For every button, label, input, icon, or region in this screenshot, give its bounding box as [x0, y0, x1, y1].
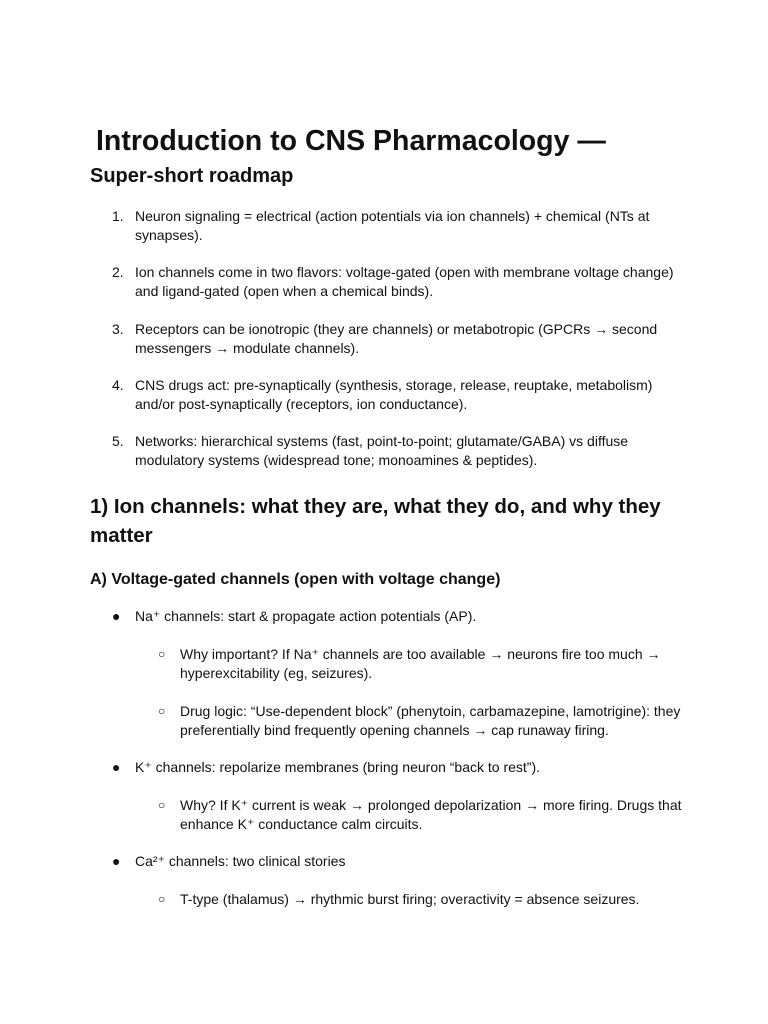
list-number: 2.	[112, 264, 124, 280]
sub-bullet-marker: ○	[158, 704, 166, 718]
bullet-marker: ●	[112, 759, 121, 775]
subsection-heading: A) Voltage-gated channels (open with voltage change)	[90, 571, 501, 588]
sub-bullet-text: Why? If K⁺ current is weak → prolonged depolarization → more firing. Drugs that enhance K⁺ conductance calm circuits.	[180, 797, 682, 832]
roadmap-text: CNS drugs act: pre-synaptically (synthesis, storage, release, reuptake, metabolism) and/or post-synaptically (receptors, ion conductance).	[135, 377, 653, 412]
sub-bullet-marker: ○	[158, 798, 166, 812]
sub-bullet-text: T-type (thalamus) → rhythmic burst firing; overactivity = absence seizures.	[180, 891, 640, 907]
roadmap-text: Ion channels come in two flavors: voltage-gated (open with membrane voltage change) and ligand-gated (open when a chemical binds).	[135, 264, 674, 299]
bullet-text: Ca²⁺ channels: two clinical stories	[135, 853, 346, 869]
sub-bullet-marker: ○	[158, 892, 166, 906]
bullet-text: K⁺ channels: repolarize membranes (bring neuron “back to rest”).	[135, 759, 541, 775]
sub-bullet-marker: ○	[158, 647, 166, 661]
sub-bullet-text: Why important? If Na⁺ channels are too available → neurons fire too much → hyperexcitability (eg, seizures).	[180, 646, 661, 681]
bullet-marker: ●	[112, 853, 121, 869]
sub-bullet-text: Drug logic: “Use-dependent block” (phenytoin, carbamazepine, lamotrigine): they preferentially bind frequently opening channels → cap runaway firing.	[180, 703, 681, 738]
list-number: 1.	[112, 208, 124, 224]
list-number: 4.	[112, 377, 124, 393]
bullet-text: Na⁺ channels: start & propagate action potentials (AP).	[135, 608, 477, 624]
list-number: 3.	[112, 321, 124, 337]
bullet-marker: ●	[112, 608, 121, 624]
document-title: Introduction to CNS Pharmacology —	[96, 125, 606, 157]
document-subtitle: Super-short roadmap	[90, 165, 294, 187]
roadmap-text: Receptors can be ionotropic (they are channels) or metabotropic (GPCRs → second messengers → modulate channels).	[135, 321, 658, 356]
section-heading: 1) Ion channels: what they are, what they do, and why they matter	[90, 495, 661, 547]
roadmap-text: Neuron signaling = electrical (action potentials via ion channels) + chemical (NTs at synapses).	[135, 208, 650, 243]
roadmap-text: Networks: hierarchical systems (fast, point-to-point; glutamate/GABA) vs diffuse modulatory systems (widespread tone; monoamines & peptides).	[135, 433, 629, 468]
list-number: 5.	[112, 433, 124, 449]
